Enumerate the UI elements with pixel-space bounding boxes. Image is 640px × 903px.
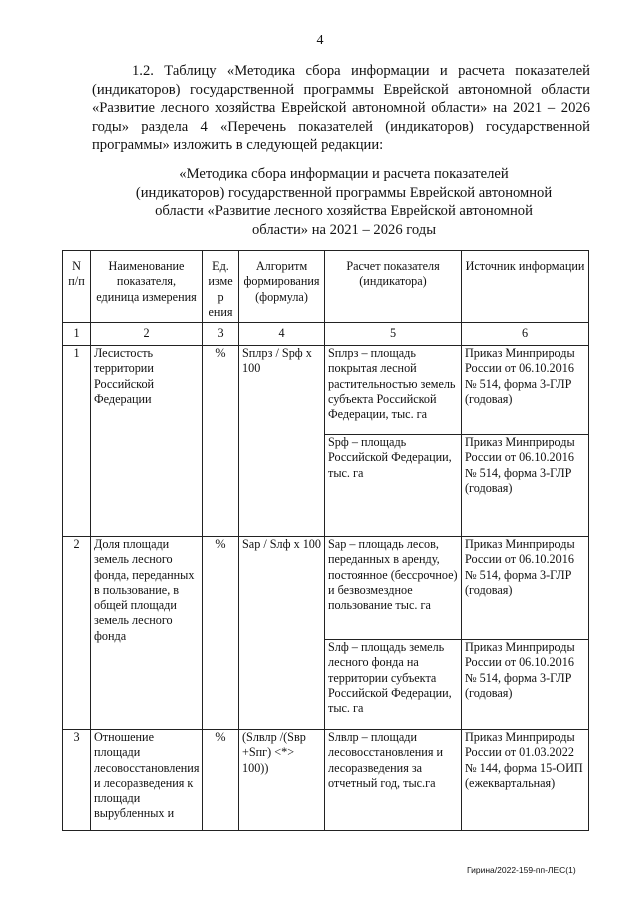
row-number: 1	[63, 346, 91, 537]
header-calculation: Расчет показателя (индикатора)	[325, 251, 462, 323]
heading-line-1: «Методика сбора информации и расчета показателей	[179, 166, 509, 182]
formula-cell: (Sлвлр /(Sвр +Sпг) <*> 100))	[239, 730, 325, 831]
indicator-name: Доля площади земель лесного фонда, переданных в пользование, в общей площади земель лесного фонда	[91, 537, 203, 730]
formula-cell: Sар / Sлф x 100	[239, 537, 325, 730]
methodology-table	[62, 250, 589, 831]
calculation-cell: Sлвлр – площади лесовосстановления и лесоразведения за отчетный год, тыс.га	[325, 730, 462, 831]
document-code: Гирина/2022-159-пп-ЛЕС(1)	[467, 865, 576, 875]
column-number: 6	[462, 323, 589, 346]
table-heading	[100, 165, 588, 239]
table-header-row	[63, 251, 589, 323]
row-number: 3	[63, 730, 91, 831]
source-cell: Приказ Минприроды России от 06.10.2016 № 514, форма 3-ГЛР (годовая)	[462, 346, 589, 435]
column-number: 2	[91, 323, 203, 346]
calculation-cell: Sар – площадь лесов, переданных в аренду, постоянное (бессрочное) и безвозмездное пользование тыс. га	[325, 537, 462, 640]
heading-line-2: (индикаторов) государственной программы Еврейской автономной	[135, 184, 553, 201]
column-number: 1	[63, 323, 91, 346]
indicator-name: Лесистость территории Российской Федерации	[91, 346, 203, 537]
source-cell: Приказ Минприроды России от 06.10.2016 № 514, форма 3-ГЛР (годовая)	[462, 537, 589, 640]
header-formula: Алгоритм формирования (формула)	[239, 251, 325, 323]
unit-cell: %	[203, 730, 239, 831]
column-number: 3	[203, 323, 239, 346]
column-number-row	[63, 323, 589, 346]
unit-cell: %	[203, 346, 239, 537]
column-number: 5	[325, 323, 462, 346]
table-row	[63, 346, 589, 435]
column-number: 4	[239, 323, 325, 346]
calculation-cell: Sлф – площадь земель лесного фонда на территории субъекта Российской Федерации, тыс. га	[325, 640, 462, 730]
page-number: 4	[316, 33, 324, 48]
source-cell: Приказ Минприроды России от 01.03.2022 № 144, форма 15-ОИП (ежеквартальная)	[462, 730, 589, 831]
heading-line-3: области «Развитие лесного хозяйства Еврейской автономной	[155, 203, 533, 220]
source-cell: Приказ Минприроды России от 06.10.2016 № 514, форма 3-ГЛР (годовая)	[462, 640, 589, 730]
source-cell: Приказ Минприроды России от 06.10.2016 № 514, форма 3-ГЛР (годовая)	[462, 435, 589, 537]
heading-line-4: области» на 2021 – 2026 годы	[251, 221, 436, 238]
intro-text: 1.2. Таблицу «Методика сбора информации и расчета показателей (индикаторов) государственной программы Еврейской автономной области «Развитие лесного хозяйства Еврейской автономной области» на 2021 – 2026 годы» раздела 4 «Перечень показателей (индикаторов) государственной программы» изложить в следующей редакции:	[92, 63, 590, 154]
header-number: N п/п	[63, 251, 91, 323]
calculation-cell: Sплрз – площадь покрытая лесной растительностью земель субъекта Российской Федерации, тыс. га	[325, 346, 462, 435]
table-row	[63, 537, 589, 640]
indicator-name: Отношение площади лесовосстановления и лесоразведения к площади вырубленных и	[91, 730, 203, 831]
header-indicator-name: Наименование показателя, единица измерения	[91, 251, 203, 323]
row-number: 2	[63, 537, 91, 730]
unit-cell: %	[203, 537, 239, 730]
header-source: Источник информации	[462, 251, 589, 323]
intro-paragraph	[92, 62, 590, 155]
table-row	[63, 730, 589, 831]
calculation-cell: Sрф – площадь Российской Федерации, тыс. га	[325, 435, 462, 537]
formula-cell: Sплрз / Sрф x 100	[239, 346, 325, 537]
header-unit: Ед. изме р ения	[203, 251, 239, 323]
